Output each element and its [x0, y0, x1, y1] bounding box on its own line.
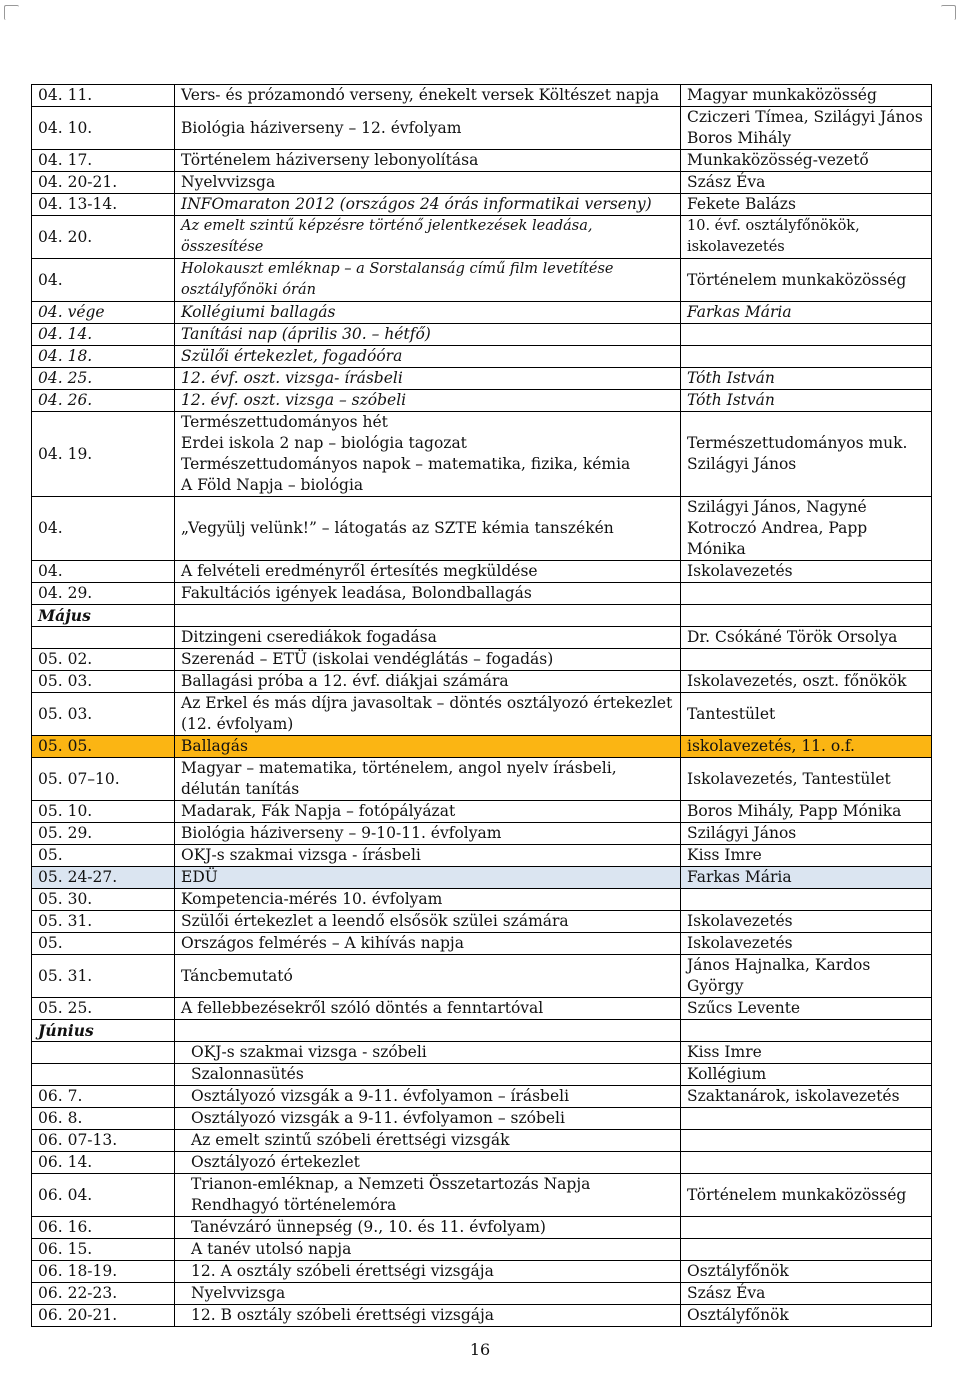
table-row	[32, 823, 932, 845]
event-cell: Ballagás	[175, 736, 681, 758]
table-row	[32, 1239, 932, 1261]
table-row-highlighted	[32, 736, 932, 758]
date-cell: 05. 31.	[32, 911, 175, 933]
responsible-cell	[681, 605, 932, 627]
responsible-cell: Iskolavezetés	[681, 911, 932, 933]
event-cell: Történelem háziverseny lebonyolítása	[175, 150, 681, 172]
responsible-cell: Iskolavezetés	[681, 561, 932, 583]
date-cell	[32, 1042, 175, 1064]
responsible-cell: Magyar munkaközösség	[681, 85, 932, 107]
event-cell: OKJ-s szakmai vizsga - írásbeli	[175, 845, 681, 867]
table-row	[32, 801, 932, 823]
table-row	[32, 150, 932, 172]
month-header-row	[32, 1020, 932, 1042]
event-cell: Szülői értekezlet, fogadóóra	[175, 346, 681, 368]
event-cell: Biológia háziverseny – 12. évfolyam	[175, 107, 681, 150]
responsible-cell: Osztályfőnök	[681, 1305, 932, 1327]
table-row	[32, 390, 932, 412]
table-row	[32, 85, 932, 107]
table-row	[32, 1130, 932, 1152]
responsible-cell: Szász Éva	[681, 1283, 932, 1305]
date-cell: 04.	[32, 259, 175, 302]
responsible-cell: Történelem munkaközösség	[681, 1174, 932, 1217]
month-label: Május	[32, 605, 175, 627]
responsible-cell: Szász Éva	[681, 172, 932, 194]
table-row	[32, 216, 932, 259]
date-cell: 04. 17.	[32, 150, 175, 172]
event-cell: 12. évf. oszt. vizsga – szóbeli	[175, 390, 681, 412]
responsible-cell: 10. évf. osztályfőnökök, iskolavezetés	[681, 216, 932, 259]
date-cell: 06. 7.	[32, 1086, 175, 1108]
event-cell: Az Erkel és más díjra javasoltak – döntés osztályozó értekezlet (12. évfolyam)	[175, 693, 681, 736]
event-cell: Országos felmérés – A kihívás napja	[175, 933, 681, 955]
table-row	[32, 583, 932, 605]
event-cell: „Vegyülj velünk!” – látogatás az SZTE kémia tanszékén	[175, 497, 681, 561]
date-cell: 04.	[32, 561, 175, 583]
date-cell: 06. 16.	[32, 1217, 175, 1239]
event-cell: Vers- és prózamondó verseny, énekelt versek Költészet napja	[175, 85, 681, 107]
date-cell: 05. 24-27.	[32, 867, 175, 889]
page-number: 16	[469, 1340, 491, 1359]
responsible-cell: Kiss Imre	[681, 845, 932, 867]
table-row-highlighted	[32, 867, 932, 889]
responsible-cell: János Hajnalka, Kardos György	[681, 955, 932, 998]
table-row	[32, 1042, 932, 1064]
responsible-cell: Szűcs Levente	[681, 998, 932, 1020]
table-row	[32, 107, 932, 150]
table-row	[32, 1217, 932, 1239]
responsible-cell: Iskolavezetés	[681, 933, 932, 955]
date-cell	[32, 1064, 175, 1086]
event-cell: Tanévzáró ünnepség (9., 10. és 11. évfolyam)	[175, 1217, 681, 1239]
date-cell: 04. 26.	[32, 390, 175, 412]
table-row	[32, 1152, 932, 1174]
date-cell: 05. 05.	[32, 736, 175, 758]
responsible-cell: Természettudományos muk. Szilágyi János	[681, 412, 932, 497]
responsible-cell: Tóth István	[681, 390, 932, 412]
event-cell: Nyelvvizsga	[175, 1283, 681, 1305]
date-cell: 04. 29.	[32, 583, 175, 605]
date-cell: 04.	[32, 497, 175, 561]
responsible-cell: Kollégium	[681, 1064, 932, 1086]
responsible-cell: Farkas Mária	[681, 302, 932, 324]
table-row	[32, 194, 932, 216]
event-cell: EDÜ	[175, 867, 681, 889]
event-cell: Az emelt szintű szóbeli érettségi vizsgák	[175, 1130, 681, 1152]
event-cell	[175, 1020, 681, 1042]
responsible-cell	[681, 649, 932, 671]
event-cell: Kollégiumi ballagás	[175, 302, 681, 324]
month-header-row	[32, 605, 932, 627]
table-row	[32, 1305, 932, 1327]
date-cell: 05. 25.	[32, 998, 175, 1020]
date-cell: 06. 07-13.	[32, 1130, 175, 1152]
responsible-cell: Szilágyi János, Nagyné Kotroczó Andrea, Papp Mónika	[681, 497, 932, 561]
crop-mark-top-right	[941, 5, 956, 20]
responsible-cell: Kiss Imre	[681, 1042, 932, 1064]
responsible-cell: iskolavezetés, 11. o.f.	[681, 736, 932, 758]
event-cell: Trianon-emléknap, a Nemzeti Összetartozás Napja Rendhagyó történelemóra	[175, 1174, 681, 1217]
table-row	[32, 346, 932, 368]
responsible-cell	[681, 1152, 932, 1174]
table-row	[32, 368, 932, 390]
date-cell: 06. 20-21.	[32, 1305, 175, 1327]
responsible-cell: Dr. Csókáné Török Orsolya	[681, 627, 932, 649]
table-row	[32, 412, 932, 497]
responsible-cell: Iskolavezetés, oszt. főnökök	[681, 671, 932, 693]
responsible-cell: Tóth István	[681, 368, 932, 390]
event-cell: Szalonnasütés	[175, 1064, 681, 1086]
responsible-cell: Fekete Balázs	[681, 194, 932, 216]
date-cell: 06. 22-23.	[32, 1283, 175, 1305]
responsible-cell	[681, 583, 932, 605]
event-cell: OKJ-s szakmai vizsga - szóbeli	[175, 1042, 681, 1064]
event-cell: Fakultációs igények leadása, Bolondballagás	[175, 583, 681, 605]
table-row	[32, 1261, 932, 1283]
date-cell: 04. 14.	[32, 324, 175, 346]
date-cell: 05. 10.	[32, 801, 175, 823]
date-cell: 04. 25.	[32, 368, 175, 390]
table-row	[32, 758, 932, 801]
responsible-cell	[681, 1130, 932, 1152]
responsible-cell: Tantestület	[681, 693, 932, 736]
date-cell: 04. 18.	[32, 346, 175, 368]
event-cell: Táncbemutató	[175, 955, 681, 998]
table-row	[32, 302, 932, 324]
table-row	[32, 324, 932, 346]
table-row	[32, 259, 932, 302]
table-row	[32, 1108, 932, 1130]
date-cell: 05. 02.	[32, 649, 175, 671]
table-row	[32, 955, 932, 998]
event-cell: Szerenád – ETÜ (iskolai vendéglátás – fogadás)	[175, 649, 681, 671]
responsible-cell	[681, 324, 932, 346]
event-cell: Az emelt szintű képzésre történő jelentkezések leadása, összesítése	[175, 216, 681, 259]
date-cell: 06. 14.	[32, 1152, 175, 1174]
table-row	[32, 1064, 932, 1086]
date-cell: 04. 20.	[32, 216, 175, 259]
responsible-cell	[681, 1020, 932, 1042]
responsible-cell: Boros Mihály, Papp Mónika	[681, 801, 932, 823]
date-cell	[32, 627, 175, 649]
date-cell: 05. 29.	[32, 823, 175, 845]
event-cell: Ballagási próba a 12. évf. diákjai számára	[175, 671, 681, 693]
month-label: Június	[32, 1020, 175, 1042]
date-cell: 04. 19.	[32, 412, 175, 497]
responsible-cell: Iskolavezetés, Tantestület	[681, 758, 932, 801]
date-cell: 05. 07–10.	[32, 758, 175, 801]
responsible-cell: Szilágyi János	[681, 823, 932, 845]
date-cell: 04. 13-14.	[32, 194, 175, 216]
responsible-cell: Cziczeri Tímea, Szilágyi János Boros Mihály	[681, 107, 932, 150]
event-cell: Madarak, Fák Napja – fotópályázat	[175, 801, 681, 823]
date-cell: 05. 31.	[32, 955, 175, 998]
event-cell: Osztályozó vizsgák a 9-11. évfolyamon – szóbeli	[175, 1108, 681, 1130]
table-row	[32, 933, 932, 955]
date-cell: 05. 03.	[32, 693, 175, 736]
event-cell: INFOmaraton 2012 (országos 24 órás informatikai verseny)	[175, 194, 681, 216]
table-row	[32, 671, 932, 693]
responsible-cell	[681, 1239, 932, 1261]
event-cell: Osztályozó vizsgák a 9-11. évfolyamon – írásbeli	[175, 1086, 681, 1108]
table-row	[32, 561, 932, 583]
table-row	[32, 649, 932, 671]
crop-mark-top-left	[4, 5, 19, 20]
table-row	[32, 627, 932, 649]
date-cell: 04. vége	[32, 302, 175, 324]
responsible-cell: Szaktanárok, iskolavezetés	[681, 1086, 932, 1108]
date-cell: 05. 30.	[32, 889, 175, 911]
event-cell: A fellebbezésekről szóló döntés a fenntartóval	[175, 998, 681, 1020]
table-row	[32, 889, 932, 911]
event-cell: Szülői értekezlet a leendő elsősök szülei számára	[175, 911, 681, 933]
date-cell: 05.	[32, 933, 175, 955]
responsible-cell: Osztályfőnök	[681, 1261, 932, 1283]
date-cell: 04. 20-21.	[32, 172, 175, 194]
table-row	[32, 845, 932, 867]
date-cell: 06. 04.	[32, 1174, 175, 1217]
table-row	[32, 1174, 932, 1217]
table-row	[32, 497, 932, 561]
date-cell: 06. 15.	[32, 1239, 175, 1261]
table-row	[32, 172, 932, 194]
event-cell: 12. A osztály szóbeli érettségi vizsgája	[175, 1261, 681, 1283]
table-row	[32, 1283, 932, 1305]
event-cell	[175, 605, 681, 627]
schedule-table	[31, 84, 932, 1327]
responsible-cell: Történelem munkaközösség	[681, 259, 932, 302]
date-cell: 04. 11.	[32, 85, 175, 107]
event-cell: Magyar – matematika, történelem, angol nyelv írásbeli, délután tanítás	[175, 758, 681, 801]
responsible-cell	[681, 889, 932, 911]
event-cell: Természettudományos hét Erdei iskola 2 nap – biológia tagozat Természettudományos napok – matematika, fizika, kémia A Föld Napja – biológia	[175, 412, 681, 497]
event-cell: Tanítási nap (április 30. – hétfő)	[175, 324, 681, 346]
event-cell: A tanév utolsó napja	[175, 1239, 681, 1261]
table-row	[32, 998, 932, 1020]
date-cell: 05. 03.	[32, 671, 175, 693]
event-cell: Nyelvvizsga	[175, 172, 681, 194]
responsible-cell: Munkaközösség-vezető	[681, 150, 932, 172]
responsible-cell	[681, 1108, 932, 1130]
responsible-cell	[681, 346, 932, 368]
date-cell: 04. 10.	[32, 107, 175, 150]
event-cell: Osztályozó értekezlet	[175, 1152, 681, 1174]
date-cell: 06. 18-19.	[32, 1261, 175, 1283]
event-cell: 12. B osztály szóbeli érettségi vizsgája	[175, 1305, 681, 1327]
event-cell: A felvételi eredményről értesítés megküldése	[175, 561, 681, 583]
table-row	[32, 911, 932, 933]
event-cell: 12. évf. oszt. vizsga- írásbeli	[175, 368, 681, 390]
date-cell: 05.	[32, 845, 175, 867]
event-cell: Ditzingeni cserediákok fogadása	[175, 627, 681, 649]
table-row	[32, 1086, 932, 1108]
date-cell: 06. 8.	[32, 1108, 175, 1130]
event-cell: Biológia háziverseny – 9-10-11. évfolyam	[175, 823, 681, 845]
event-cell: Holokauszt emléknap – a Sorstalanság című film levetítése osztályfőnöki órán	[175, 259, 681, 302]
event-cell: Kompetencia-mérés 10. évfolyam	[175, 889, 681, 911]
table-row	[32, 693, 932, 736]
responsible-cell: Farkas Mária	[681, 867, 932, 889]
responsible-cell	[681, 1217, 932, 1239]
